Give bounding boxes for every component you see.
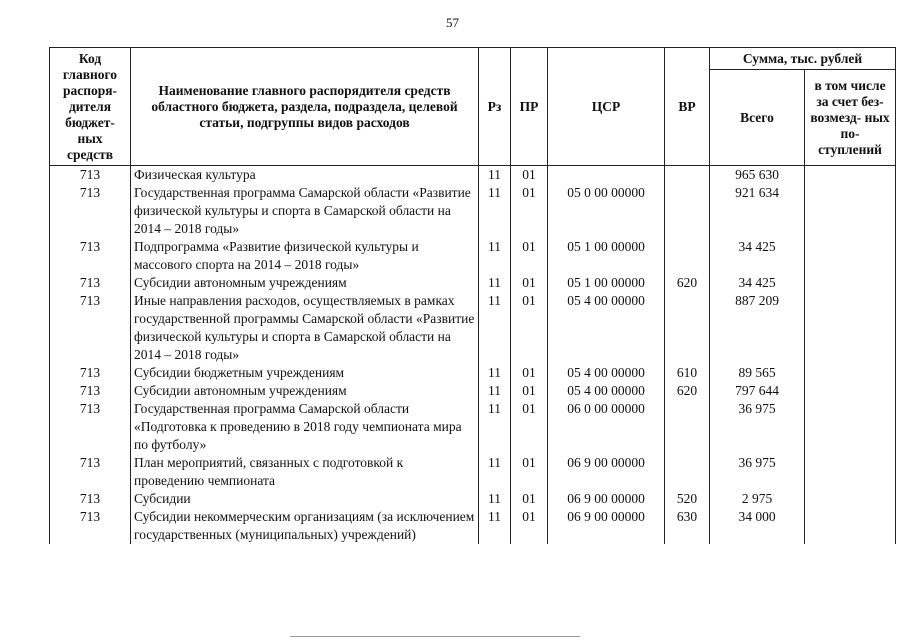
cell-csr: 05 0 00 00000 (548, 184, 665, 238)
cell-csr: 05 4 00 00000 (548, 292, 665, 364)
bottom-rule (290, 636, 580, 637)
header-rz: Рз (479, 48, 511, 166)
table-body (50, 166, 896, 545)
cell-vr (665, 166, 710, 185)
cell-code: 713 (50, 454, 131, 490)
cell-rz: 11 (479, 400, 511, 454)
cell-name: Субсидии (131, 490, 479, 508)
cell-csr: 06 9 00 00000 (548, 490, 665, 508)
cell-name: Подпрограмма «Развитие физической культуры и массового спорта на 2014 – 2018 годы» (131, 238, 479, 274)
cell-total: 36 975 (710, 454, 805, 490)
header-grants: в том числе за счет без- возмезд- ных по- ступлений (805, 70, 896, 166)
cell-code: 713 (50, 508, 131, 544)
cell-vr: 520 (665, 490, 710, 508)
cell-grants (805, 292, 896, 364)
cell-name: План мероприятий, связанных с подготовкой к проведению чемпионата (131, 454, 479, 490)
table-row (50, 382, 896, 400)
cell-grants (805, 184, 896, 238)
header-total: Всего (710, 70, 805, 166)
cell-code: 713 (50, 364, 131, 382)
cell-rz: 11 (479, 274, 511, 292)
cell-grants (805, 274, 896, 292)
cell-vr (665, 454, 710, 490)
cell-rz: 11 (479, 364, 511, 382)
cell-name: Иные направления расходов, осуществляемых в рамках государственной программы Самарской области «Развитие физической культуры и спорта в Самарской области на 2014 – 2018 годы» (131, 292, 479, 364)
header-code: Код главного распоря- дителя бюджет- ных средств (50, 48, 131, 166)
cell-rz: 11 (479, 184, 511, 238)
cell-csr (548, 166, 665, 185)
cell-csr: 05 4 00 00000 (548, 382, 665, 400)
cell-grants (805, 400, 896, 454)
cell-name: Государственная программа Самарской области «Развитие физической культуры и спорта в Самарской области на 2014 – 2018 годы» (131, 184, 479, 238)
cell-rz: 11 (479, 382, 511, 400)
cell-rz: 11 (479, 166, 511, 185)
cell-name: Субсидии автономным учреждениям (131, 274, 479, 292)
cell-pr: 01 (511, 364, 548, 382)
cell-rz: 11 (479, 508, 511, 544)
cell-pr: 01 (511, 382, 548, 400)
cell-total: 36 975 (710, 400, 805, 454)
page-number: 57 (446, 15, 459, 30)
table-row (50, 292, 896, 364)
table-row (50, 364, 896, 382)
cell-grants (805, 166, 896, 185)
cell-name: Субсидии некоммерческим организациям (за исключением государственных (муниципальных) учреждений) (131, 508, 479, 544)
cell-grants (805, 508, 896, 544)
cell-vr: 610 (665, 364, 710, 382)
cell-csr: 06 0 00 00000 (548, 400, 665, 454)
header-csr: ЦСР (548, 48, 665, 166)
cell-rz: 11 (479, 454, 511, 490)
cell-pr: 01 (511, 166, 548, 185)
cell-total: 34 425 (710, 274, 805, 292)
cell-pr: 01 (511, 184, 548, 238)
table-row (50, 454, 896, 490)
cell-code: 713 (50, 274, 131, 292)
cell-name: Субсидии бюджетным учреждениям (131, 364, 479, 382)
cell-pr: 01 (511, 274, 548, 292)
cell-pr: 01 (511, 400, 548, 454)
cell-vr (665, 238, 710, 274)
cell-total: 797 644 (710, 382, 805, 400)
cell-code: 713 (50, 382, 131, 400)
cell-vr: 620 (665, 382, 710, 400)
cell-csr: 06 9 00 00000 (548, 508, 665, 544)
cell-total: 965 630 (710, 166, 805, 185)
table-row (50, 508, 896, 544)
header-sum-group: Сумма, тыс. рублей (710, 48, 896, 70)
budget-table (49, 47, 896, 544)
cell-code: 713 (50, 166, 131, 185)
cell-code: 713 (50, 292, 131, 364)
cell-grants (805, 454, 896, 490)
cell-total: 887 209 (710, 292, 805, 364)
cell-pr: 01 (511, 292, 548, 364)
header-vr: ВР (665, 48, 710, 166)
cell-grants (805, 490, 896, 508)
cell-code: 713 (50, 400, 131, 454)
cell-vr (665, 184, 710, 238)
table-row (50, 166, 896, 185)
cell-total: 921 634 (710, 184, 805, 238)
cell-vr (665, 292, 710, 364)
cell-csr: 05 1 00 00000 (548, 238, 665, 274)
cell-code: 713 (50, 238, 131, 274)
table-row (50, 274, 896, 292)
cell-csr: 05 4 00 00000 (548, 364, 665, 382)
cell-rz: 11 (479, 490, 511, 508)
cell-total: 34 000 (710, 508, 805, 544)
cell-vr: 630 (665, 508, 710, 544)
cell-pr: 01 (511, 238, 548, 274)
cell-name: Физическая культура (131, 166, 479, 185)
header-name: Наименование главного распорядителя средств областного бюджета, раздела, подраздела, целевой статьи, подгруппы видов расходов (131, 48, 479, 166)
cell-csr: 06 9 00 00000 (548, 454, 665, 490)
cell-name: Государственная программа Самарской области «Подготовка к проведению в 2018 году чемпионата мира по футболу» (131, 400, 479, 454)
cell-code: 713 (50, 490, 131, 508)
cell-grants (805, 238, 896, 274)
table-row (50, 400, 896, 454)
cell-total: 34 425 (710, 238, 805, 274)
cell-vr: 620 (665, 274, 710, 292)
cell-total: 89 565 (710, 364, 805, 382)
cell-total: 2 975 (710, 490, 805, 508)
cell-grants (805, 364, 896, 382)
cell-vr (665, 400, 710, 454)
cell-code: 713 (50, 184, 131, 238)
cell-csr: 05 1 00 00000 (548, 274, 665, 292)
table-row (50, 238, 896, 274)
cell-rz: 11 (479, 292, 511, 364)
cell-rz: 11 (479, 238, 511, 274)
cell-name: Субсидии автономным учреждениям (131, 382, 479, 400)
cell-grants (805, 382, 896, 400)
table-row (50, 184, 896, 238)
cell-pr: 01 (511, 508, 548, 544)
cell-pr: 01 (511, 490, 548, 508)
table-row (50, 490, 896, 508)
table-header (50, 48, 896, 166)
header-pr: ПР (511, 48, 548, 166)
cell-pr: 01 (511, 454, 548, 490)
